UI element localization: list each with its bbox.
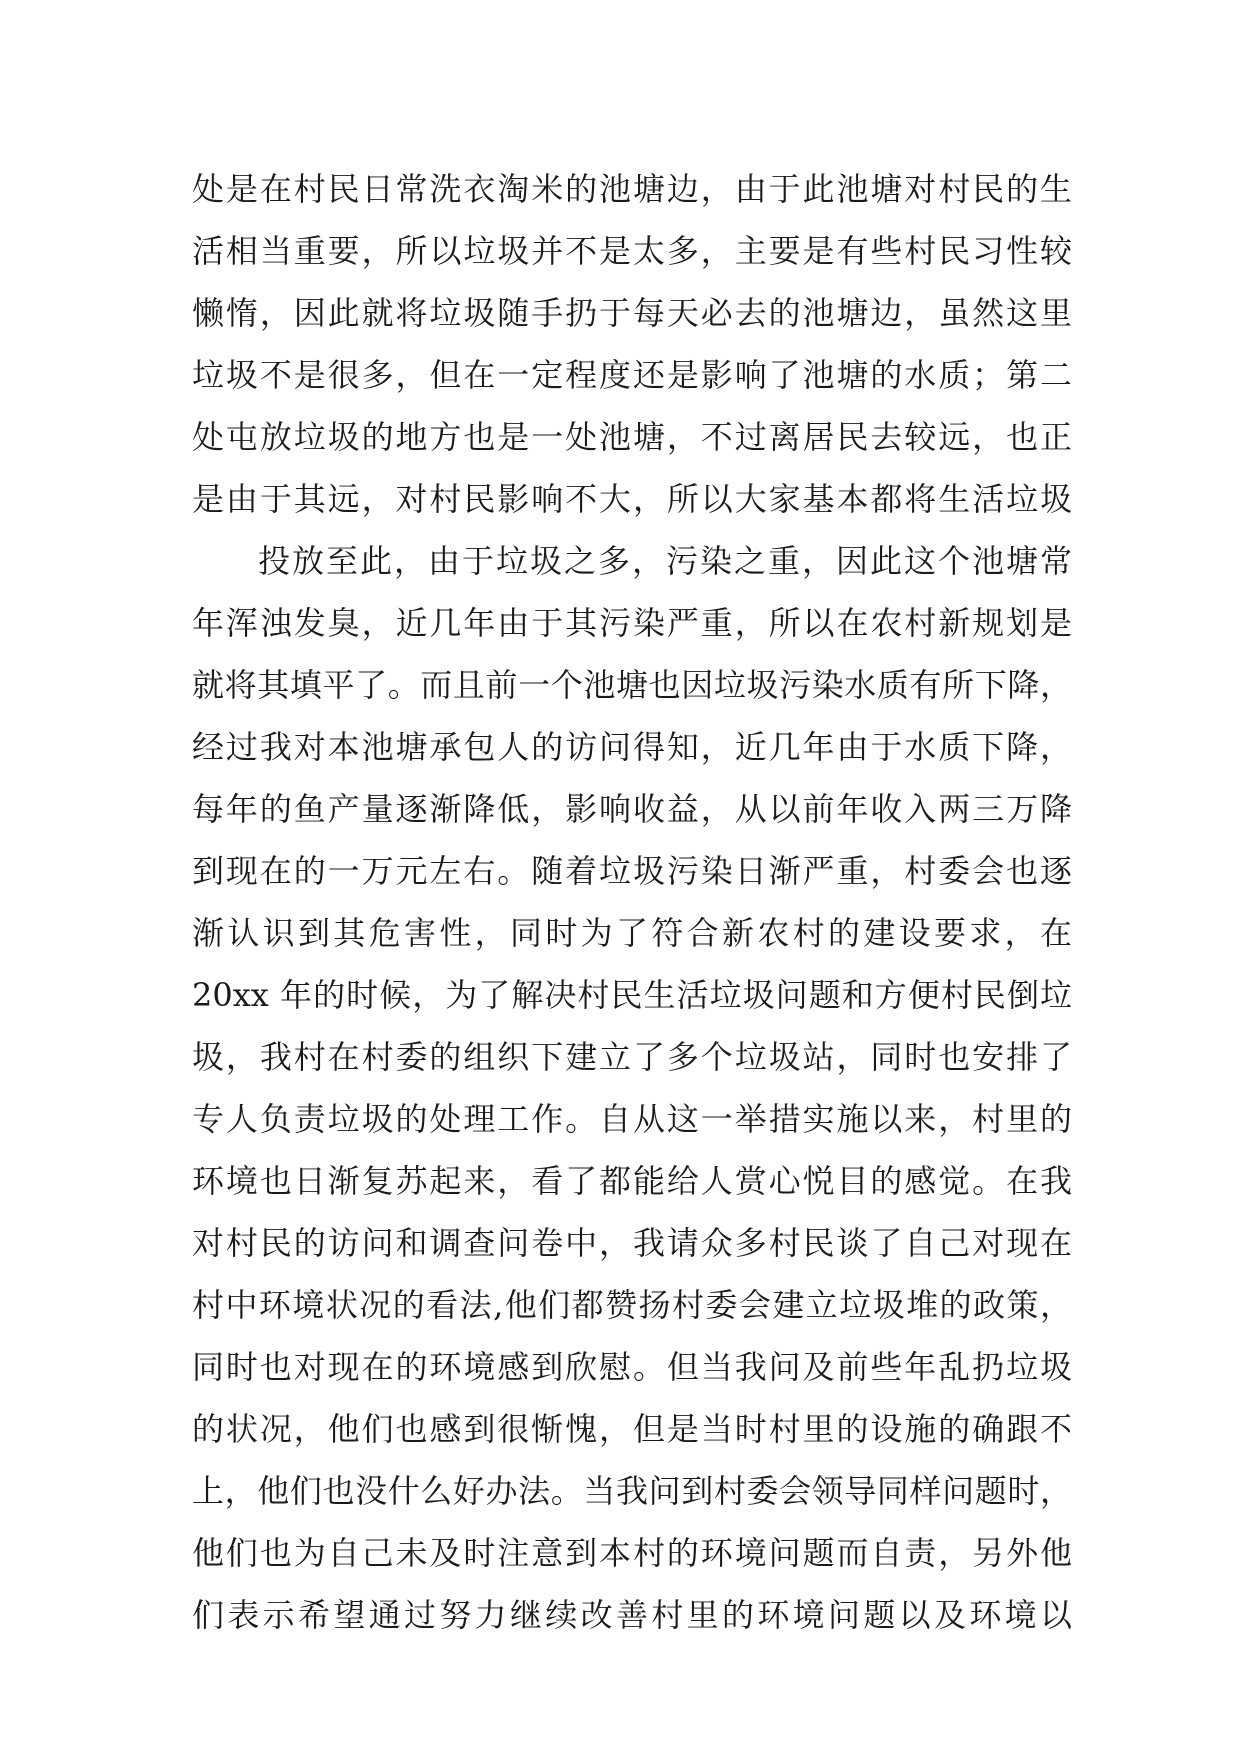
- text-line: 20xx 年的时候，为了解决村民生活垃圾问题和方便村民倒垃: [192, 976, 1072, 1014]
- text-line: 处屯放垃圾的地方也是一处池塘，不过离居民去较远，也正: [192, 418, 1072, 456]
- text-line: 就将其填平了。而且前一个池塘也因垃圾污染水质有所下降，: [192, 666, 1072, 704]
- text-line: 同时也对现在的环境感到欣慰。但当我问及前些年乱扔垃圾: [192, 1348, 1072, 1386]
- text-line: 圾，我村在村委的组织下建立了多个垃圾站，同时也安排了: [192, 1038, 1072, 1076]
- text-line: 上，他们也没什么好办法。当我问到村委会领导同样问题时，: [192, 1472, 1072, 1510]
- text-line: 垃圾不是很多，但在一定程度还是影响了池塘的水质；第二: [192, 356, 1072, 394]
- text-line: 处是在村民日常洗衣淘米的池塘边，由于此池塘对村民的生: [192, 170, 1072, 208]
- text-line: 对村民的访问和调查问卷中，我请众多村民谈了自己对现在: [192, 1224, 1072, 1262]
- text-line: 懒惰，因此就将垃圾随手扔于每天必去的池塘边，虽然这里: [192, 294, 1072, 332]
- text-line: 投放至此，由于垃圾之多，污染之重，因此这个池塘常: [258, 542, 1072, 580]
- text-line: 环境也日渐复苏起来，看了都能给人赏心悦目的感觉。在我: [192, 1162, 1072, 1200]
- text-line: 们表示希望通过努力继续改善村里的环境问题以及环境以: [192, 1596, 1072, 1634]
- text-line: 到现在的一万元左右。随着垃圾污染日渐严重，村委会也逐: [192, 852, 1072, 890]
- text-line: 经过我对本池塘承包人的访问得知，近几年由于水质下降，: [192, 728, 1072, 766]
- text-line: 活相当重要，所以垃圾并不是太多，主要是有些村民习性较: [192, 232, 1072, 270]
- text-line: 是由于其远，对村民影响不大，所以大家基本都将生活垃圾: [192, 480, 1072, 518]
- body-text: [192, 158, 1072, 1646]
- text-line: 渐认识到其危害性，同时为了符合新农村的建设要求，在: [192, 914, 1072, 952]
- text-line: 他们也为自己未及时注意到本村的环境问题而自责，另外他: [192, 1534, 1072, 1572]
- text-line: 每年的鱼产量逐渐降低，影响收益，从以前年收入两三万降: [192, 790, 1072, 828]
- text-line: 的状况，他们也感到很惭愧，但是当时村里的设施的确跟不: [192, 1410, 1072, 1448]
- text-line: 专人负责垃圾的处理工作。自从这一举措实施以来，村里的: [192, 1100, 1072, 1138]
- text-line: 村中环境状况的看法,他们都赞扬村委会建立垃圾堆的政策，: [192, 1286, 1072, 1324]
- text-line: 年浑浊发臭，近几年由于其污染严重，所以在农村新规划是: [192, 604, 1072, 642]
